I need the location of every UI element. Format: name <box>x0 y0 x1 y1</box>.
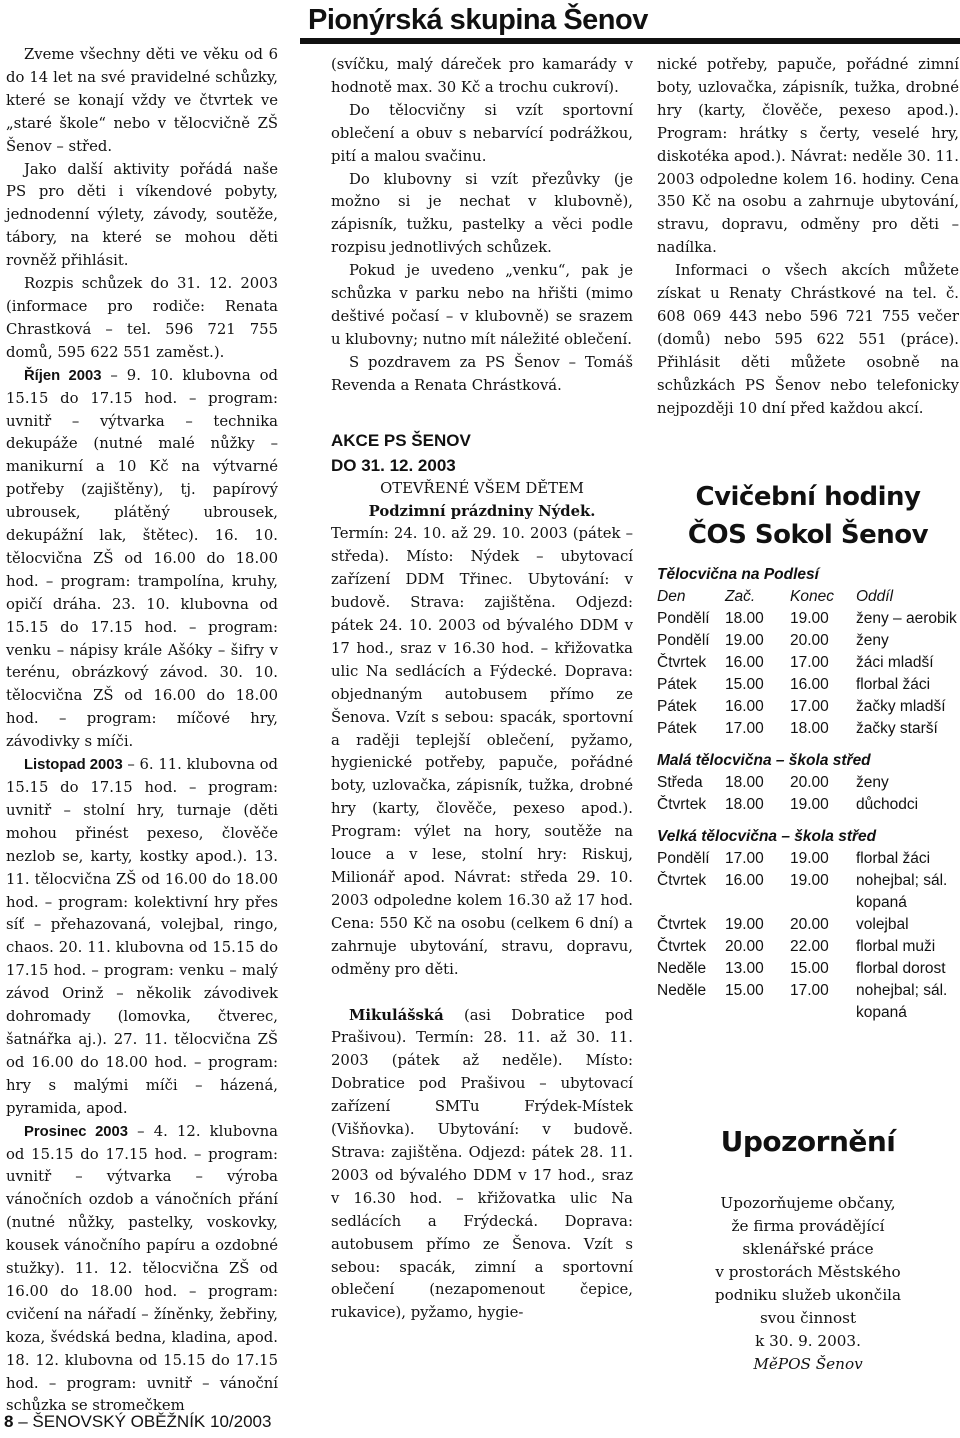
nydek-details: Termín: 24. 10. až 29. 10. 2003 (pátek – středa). Místo: Nýdek – ubytovací zařízení DDM Třinec. Ubytování: v budově. Strava: zajištěna. Odjezd: pátek 24. 10. 2003 od bývalého DDM v 17 hod., sraz v 16.30 hod. – křižovatka ulic Na sedlácích a Fýdecké. Doprava: objednaným autobusem přímo ze Šenova. Vzít s sebou: spacák, sportovní a raději teplejší oblečení, pyžamo, hygienické potřeby, papuče, pořádné boty, uzlovačka, zápisník, tužka, drobné hry (karty, člověče, pexeso apod.). Program: výlet na hory, soutěže na louce a v lese, stolní hry: Riskuj, Milionář apod. Návrat: středa 29. 10. 2003 odpoledne kolem 16.30 až 17 hod. Cena: 550 Kč na osobu (celkem 6 dní) a zahrnuje ubytování, stravu, dopravu, odměny pro děti. <box>331 525 633 978</box>
events-title: AKCE PS ŠENOV <box>331 430 471 450</box>
gym-cell: ženy <box>856 774 889 791</box>
gym-row <box>657 914 959 936</box>
gym-cell: Pondělí <box>657 850 710 867</box>
nydek-title: Podzimní prázdniny Nýdek. <box>368 502 596 520</box>
gym-row <box>657 848 959 870</box>
gym-cell: 18.00 <box>790 720 829 737</box>
gym-cell: žačky starší <box>856 720 938 737</box>
notice-title: Upozornění <box>720 1125 896 1158</box>
gym-header-row <box>657 586 957 608</box>
notice-line: že firma provádějící <box>731 1217 885 1235</box>
gym-section-title: Velká tělocvična – škola střed <box>657 828 877 845</box>
gym-cell: 19.00 <box>790 850 829 867</box>
gym-cell: Čtvrtek <box>657 872 707 889</box>
gym-cell: 19.00 <box>790 796 829 813</box>
gym-row <box>657 958 959 980</box>
gym-cell: florbal muži <box>856 938 936 955</box>
notice-signature: MěPOS Šenov <box>753 1355 863 1373</box>
gym-table <box>657 772 918 816</box>
gym-cell: 17.00 <box>725 850 764 867</box>
gym-row <box>657 652 957 674</box>
mikulas-continuation: nické potřeby, papuče, pořádné zimní boty, uzlovačka, zápisník, tužka, drobné hry (karty, člověče, pexeso apod.). Program: hrátky s čerty, veselé hry, diskotéka apod.). Návrat: neděle 30. 11. 2003 odpoledne kolem 16. hodiny. Cena 350 Kč na osobu a zahrnuje ubytování, stravu, dopravu, odměny pro děti – nadílka. <box>657 56 959 257</box>
gym-row <box>657 630 957 652</box>
gym-cell: nohejbal; sál. kopaná <box>856 872 948 911</box>
gym-cell: 13.00 <box>725 960 764 977</box>
gym-title-line1: Cvičební hodiny <box>695 482 921 512</box>
mikulas-details: (asi Dobratice pod Prašivou). Termín: 28. 11. až 30. 11. 2003 (pátek až neděle). Místo: Dobratice pod Prašivou – ubytovací zařízení SMTu Frýdek-Místek (Višňovka). Ubytování: v budově. Strava: zajištěna. Odjezd: pátek 28. 11. 2003 od bývalého DDM v 17 hod., sraz v 16.30 hod. – křižovatka ulic Na sedlácích a Frýdecká. Doprava: autobusem přímo ze Šenova. Vzít s sebou: spacák, zimní a sportovní oblečení (nezapomenout čepice, rukavice), pyžamo, hygie- <box>331 1006 633 1322</box>
gym-cell: 16.00 <box>725 872 764 889</box>
column-1 <box>6 44 278 1418</box>
gym-row <box>657 696 957 718</box>
gym-section-title: Tělocvična na Podlesí <box>657 566 819 583</box>
gym-cell: florbal žáci <box>856 850 931 867</box>
gym-cell: 19.00 <box>725 632 764 649</box>
gym-cell: důchodci <box>856 796 919 813</box>
gym-row <box>657 936 959 958</box>
october-label: Říjen 2003 <box>24 367 102 384</box>
open-to-all-label: OTEVŘENÉ VŠEM DĚTEM <box>380 479 584 497</box>
october-schedule <box>6 365 278 754</box>
gym-column-header: Zač. <box>725 588 756 605</box>
notice-body <box>657 1192 959 1376</box>
gym-section-title: Malá tělocvična – škola střed <box>657 752 871 769</box>
december-schedule <box>6 1121 278 1419</box>
gym-row <box>657 870 959 914</box>
club-equipment-paragraph: Do klubovny si vzít přezůvky (je možno si je nechat v klubovně), zápisník, tužku, pastelky a věci podle rozpisu jednotlivých schůzek. <box>331 170 633 257</box>
gym-cell: žáci mladší <box>856 654 934 671</box>
continuation-paragraph: (svíčku, malý dáreček pro kamarády v hodnotě max. 30 Kč a trochu cukroví). <box>331 56 633 96</box>
greeting-paragraph: S pozdravem za PS Šenov – Tomáš Revenda a Renata Chrástková. <box>331 353 633 394</box>
gym-cell: 22.00 <box>790 938 829 955</box>
gym-cell: 17.00 <box>790 654 829 671</box>
schedule-intro-paragraph: Rozpis schůzek do 31. 12. 2003 (informace pro rodiče: Renata Chrastková – tel. 596 721 755 domů, 595 622 551 zaměst.). <box>6 275 278 361</box>
gym-cell: 15.00 <box>725 676 764 693</box>
november-schedule <box>6 754 278 1121</box>
mikulas-paragraph <box>331 1005 633 1326</box>
gym-cell: 16.00 <box>725 698 764 715</box>
gym-cell: nohejbal; sál. kopaná <box>856 982 948 1021</box>
gym-cell: žačky mladší <box>856 698 946 715</box>
notice-line: sklenářské práce <box>742 1240 874 1258</box>
gym-cell: florbal dorost <box>856 960 946 977</box>
publication-name: ŠENOVSKÝ OBĚŽNÍK <box>32 1412 206 1431</box>
gym-cell: Pátek <box>657 698 697 715</box>
gym-cell: Pondělí <box>657 610 710 627</box>
gym-row <box>657 794 918 816</box>
page-number: 8 <box>4 1412 14 1431</box>
gym-cell: Středa <box>657 774 703 791</box>
issue-number: 10/2003 <box>210 1412 272 1431</box>
outdoor-paragraph: Pokud je uvedeno „venku“, pak je schůzka v parku nebo na hřišti (mimo deštivé počasí – v klubovně) se srazem u klubovny; nutno mít náležité oblečení. <box>331 262 633 348</box>
gym-cell: Čtvrtek <box>657 796 707 813</box>
column-3 <box>657 54 959 421</box>
gym-column-header: Den <box>657 588 686 605</box>
gym-schedule-box <box>657 478 959 1024</box>
gym-equipment-paragraph: Do tělocvičny si vzít sportovní oblečení a obuv s nebarvící podrážkou, pití a malou svačinu. <box>331 101 633 165</box>
gym-cell: 17.00 <box>725 720 764 737</box>
gym-cell: 16.00 <box>790 676 829 693</box>
december-text: – 4. 12. klubovna od 15.15 do 17.15 hod. – program: uvnitř – výtvarka – výroba vánočních ozdob a vánočních přání (nutné nůžky, pastelky, voskovky, kousek vánočního papíru a ozdobné stužky). 11. 12. tělocvična ZŠ od 16.00 do 18.00 hod. – program: cvičení na nářadí – žíněnky, žebřiny, koza, švédská bedna, kladina, apod. 18. 12. klubovna od 15.15 do 17.15 hod. – program: uvnitř – vánoční schůzka se stromečkem <box>6 1122 278 1415</box>
gym-cell: volejbal <box>856 916 909 933</box>
gym-cell: Neděle <box>657 960 707 977</box>
november-label: Listopad 2003 <box>24 757 123 774</box>
gym-column-header: Konec <box>790 588 834 605</box>
gym-row <box>657 980 959 1024</box>
gym-cell: ženy <box>856 632 889 649</box>
gym-cell: 20.00 <box>790 774 829 791</box>
page-header-title: Pionýrská skupina Šenov <box>308 4 648 36</box>
notice-line: Upozorňujeme občany, <box>720 1194 896 1212</box>
december-label: Prosinec 2003 <box>24 1123 128 1140</box>
november-text: – 6. 11. klubovna od 15.15 do 17.15 hod. – program: uvnitř – stolní hry, turnaje (děti mohou přinést pexeso, člověče nezlob se, karty, kostky apod.). 13. 11. tělocvična ZŠ od 16.00 do 18.00 hod. – program: kolektivní hry přes síť – přehazovaná, volejbal, ringo, chaos. 20. 11. klubovna od 15.15 do 17.15 hod. – program: venku – malý závod Orinž – několik závodivek dohromady (lomovka, čtverec, šatnářka aj.). 27. 11. tělocvična ZŠ od 16.00 do 18.00 hod. – program: hry s malými míči – házená, pyramida, apod. <box>6 756 278 1117</box>
gym-row <box>657 718 957 740</box>
gym-cell: Pátek <box>657 720 697 737</box>
gym-cell: Pátek <box>657 676 697 693</box>
info-paragraph: Informaci o všech akcích můžete získat u Renaty Chrástkové na tel. č. 608 069 443 nebo 596 721 755 večer (domů) nebo 595 622 551 (práce). Přihlásit děti můžete osobně na schůzkách PS Šenov nebo telefonicky nejpozději 10 dní před každou akcí. <box>657 262 959 417</box>
gym-column-header: Oddíl <box>856 588 894 605</box>
gym-row <box>657 608 957 630</box>
gym-sections <box>657 564 959 1024</box>
gym-row <box>657 674 957 696</box>
gym-cell: florbal žáci <box>856 676 931 693</box>
gym-cell: 18.00 <box>725 796 764 813</box>
notice-line: k 30. 9. 2003. <box>755 1332 861 1350</box>
gym-cell: Čtvrtek <box>657 916 707 933</box>
intro-paragraph: Zveme všechny děti ve věku od 6 do 14 let na své pravidelné schůzky, které se konají vždy ve čtvrtek ve „staré škole“ nebo v tělocvičně ZŠ Šenov – střed. <box>6 46 278 155</box>
gym-cell: 18.00 <box>725 774 764 791</box>
gym-table <box>657 848 959 1024</box>
october-text: – 9. 10. klubovna od 15.15 do 17.15 hod. – program: uvnitř – výtvarka – technika dekupáže (nutné malé nůžky – manikurní a 10 Kč na výtvarné potřeby (zajištěny), tj. papírový ubrousek, plátěný ubrousek, dekupážní lak, štětec). 16. 10. tělocvična ZŠ od 16.00 do 18.00 hod. – program: trampolína, kruhy, opičí dráha. 23. 10. klubovna od 15.15 do 17.15 hod. – program: venku – nápisy krále Ašóky – šifry v terénu, obrázkový závod. 30. 10. tělocvična ZŠ od 16.00 do 18.00 hod. – program: míčové hry, závodivky s míči. <box>6 366 278 751</box>
gym-cell: 20.00 <box>790 916 829 933</box>
gym-cell: ženy – aerobik <box>856 610 957 627</box>
gym-cell: 15.00 <box>790 960 829 977</box>
gym-cell: Neděle <box>657 982 707 999</box>
notice-line: v prostorách Městského <box>715 1263 901 1281</box>
gym-cell: Čtvrtek <box>657 938 707 955</box>
activities-paragraph: Jako další aktivity pořádá naše PS pro děti i víkendové pobyty, jednodenní výlety, závody, soutěže, tábory, na které se mohou děti rovněž přihlásit. <box>6 160 278 270</box>
gym-table <box>657 586 957 740</box>
page-footer: 8 – ŠENOVSKÝ OBĚŽNÍK 10/2003 <box>4 1412 272 1431</box>
gym-cell: 19.00 <box>725 916 764 933</box>
gym-cell: 19.00 <box>790 610 829 627</box>
gym-cell: 18.00 <box>725 610 764 627</box>
gym-cell: 20.00 <box>725 938 764 955</box>
gym-cell: 20.00 <box>790 632 829 649</box>
events-heading <box>331 428 633 478</box>
gym-cell: 16.00 <box>725 654 764 671</box>
events-date: DO 31. 12. 2003 <box>331 455 456 475</box>
gym-row <box>657 772 918 794</box>
notice-line: svou činnost <box>759 1309 857 1327</box>
gym-cell: 17.00 <box>790 982 829 999</box>
gym-cell: Pondělí <box>657 632 710 649</box>
notice-box <box>657 1122 959 1376</box>
notice-line: podniku služeb ukončila <box>714 1286 902 1304</box>
header-rule <box>300 38 960 44</box>
column-2 <box>331 54 633 1325</box>
gym-title-line2: ČOS Sokol Šenov <box>687 520 929 550</box>
gym-cell: Čtvrtek <box>657 654 707 671</box>
gym-cell: 19.00 <box>790 872 829 889</box>
mikulas-title: Mikulášská <box>349 1006 444 1024</box>
gym-cell: 17.00 <box>790 698 829 715</box>
gym-cell: 15.00 <box>725 982 764 999</box>
